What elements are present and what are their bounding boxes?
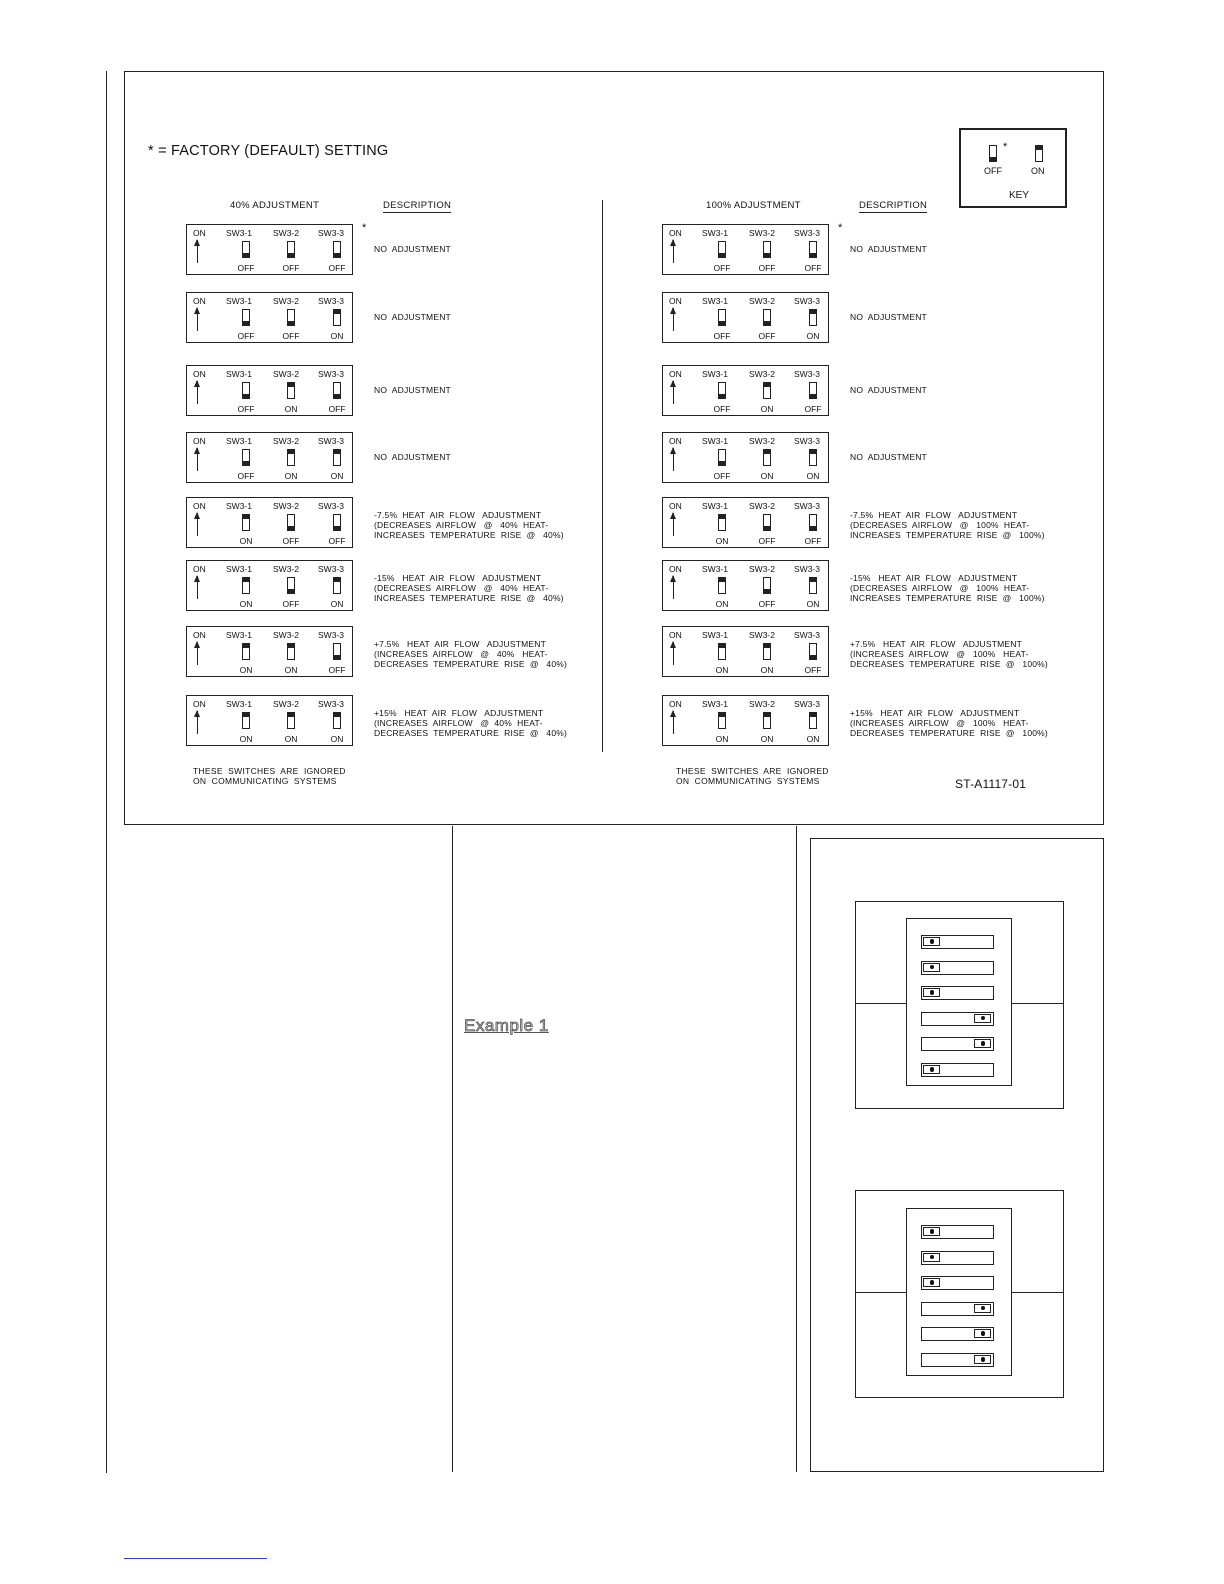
switch-row [662, 497, 829, 548]
switch-name-label: SW3-3 [794, 501, 820, 511]
on-direction-label: ON [193, 436, 206, 446]
switch-name-label: SW3-2 [273, 296, 299, 306]
dip-toggle-icon [333, 449, 341, 466]
footer-link-rule [124, 1558, 267, 1559]
switch-row [186, 560, 353, 611]
dip-switch-knob-icon [923, 937, 940, 946]
switch-name-label: SW3-2 [749, 228, 775, 238]
on-direction-label: ON [193, 369, 206, 379]
key-box [959, 128, 1067, 208]
dip-toggle-icon [763, 577, 771, 594]
switch-state-label: OFF [328, 404, 346, 414]
dip-toggle-icon [287, 449, 295, 466]
on-direction-label: ON [669, 699, 682, 709]
switch-name-label: SW3-1 [702, 369, 728, 379]
switch-name-label: SW3-3 [794, 369, 820, 379]
dip-switch-slot [921, 1302, 994, 1316]
dip-toggle-icon [333, 577, 341, 594]
switch-name-label: SW3-3 [794, 296, 820, 306]
row-description: +15% HEAT AIR FLOW ADJUSTMENT (INCREASES AIRFLOW @ 100% HEAT- DECREASES TEMPERATURE RISE @ 100%) [850, 708, 1048, 738]
up-arrow-icon [673, 240, 674, 263]
dip-toggle-icon [287, 514, 295, 531]
on-direction-label: ON [193, 228, 206, 238]
key-off-label: OFF [984, 166, 1002, 176]
switch-row [186, 626, 353, 677]
switch-name-label: SW3-2 [273, 501, 299, 511]
switch-state-label: OFF [237, 404, 255, 414]
switch-state-label: ON [239, 599, 253, 609]
dip-switch-knob-icon [974, 1039, 991, 1048]
panel-heading-0: 40% ADJUSTMENT [230, 200, 320, 211]
dip-toggle-icon [809, 514, 817, 531]
switch-name-label: SW3-1 [702, 630, 728, 640]
switch-state-label: ON [715, 665, 729, 675]
switch-row [662, 365, 829, 416]
dip-toggle-icon [763, 712, 771, 729]
up-arrow-icon [197, 711, 198, 734]
up-arrow-icon [673, 576, 674, 599]
factory-default-legend: * = FACTORY (DEFAULT) SETTING [148, 143, 389, 159]
switch-name-label: SW3-3 [318, 564, 344, 574]
dip-toggle-icon [763, 241, 771, 258]
up-arrow-icon [197, 513, 198, 536]
switch-state-label: OFF [282, 536, 300, 546]
dip-toggle-icon [333, 514, 341, 531]
switch-name-label: SW3-3 [318, 436, 344, 446]
switch-state-label: ON [760, 734, 774, 744]
dip-toggle-icon [333, 241, 341, 258]
on-direction-label: ON [669, 501, 682, 511]
example-1-label: Example 1 [464, 1016, 549, 1035]
switch-state-label: OFF [758, 331, 776, 341]
row-description: -15% HEAT AIR FLOW ADJUSTMENT (DECREASES AIRFLOW @ 100% HEAT- INCREASES TEMPERATURE RISE @ 100%) [850, 573, 1045, 603]
dip-toggle-icon [718, 514, 726, 531]
dip-toggle-icon [763, 309, 771, 326]
dip-switch-knob-icon [923, 1278, 940, 1287]
description-heading-0: DESCRIPTION [383, 200, 452, 211]
switch-state-label: OFF [758, 536, 776, 546]
switch-state-label: ON [806, 471, 820, 481]
dip-switch-slot [921, 961, 994, 975]
switch-name-label: SW3-3 [794, 630, 820, 640]
switch-state-label: ON [806, 734, 820, 744]
switch-row [662, 695, 829, 746]
dip-toggle-icon [718, 577, 726, 594]
row-description: +7.5% HEAT AIR FLOW ADJUSTMENT (INCREASES AIRFLOW @ 40% HEAT- DECREASES TEMPERATURE RISE @ 40%) [374, 639, 568, 669]
dip-toggle-icon [809, 309, 817, 326]
switch-state-label: ON [239, 536, 253, 546]
switch-state-label: OFF [237, 331, 255, 341]
switch-state-label: OFF [758, 263, 776, 273]
key-on-switch-icon [1035, 145, 1043, 162]
switch-name-label: SW3-1 [702, 501, 728, 511]
switch-name-label: SW3-1 [226, 369, 252, 379]
switch-name-label: SW3-3 [318, 630, 344, 640]
switch-state-label: ON [284, 404, 298, 414]
on-direction-label: ON [669, 630, 682, 640]
row-description: NO ADJUSTMENT [850, 452, 927, 462]
up-arrow-icon [673, 308, 674, 331]
switch-name-label: SW3-2 [273, 228, 299, 238]
default-marker: * [362, 222, 367, 234]
switch-state-label: OFF [713, 263, 731, 273]
dip-toggle-icon [763, 449, 771, 466]
communicating-systems-note: THESE SWITCHES ARE IGNORED ON COMMUNICATING SYSTEMS [193, 766, 346, 786]
switch-name-label: SW3-2 [749, 501, 775, 511]
switch-state-label: OFF [282, 263, 300, 273]
switch-name-label: SW3-2 [749, 296, 775, 306]
dip-switch-slot [921, 1012, 994, 1026]
switch-name-label: SW3-3 [318, 501, 344, 511]
dip-switch-knob-icon [923, 1065, 940, 1074]
switch-name-label: SW3-1 [226, 630, 252, 640]
on-direction-label: ON [669, 436, 682, 446]
dip-toggle-icon [809, 643, 817, 660]
switch-state-label: OFF [804, 536, 822, 546]
switch-state-label: ON [284, 734, 298, 744]
dip-switch-knob-icon [923, 1227, 940, 1236]
switch-name-label: SW3-1 [226, 228, 252, 238]
switch-state-label: OFF [804, 263, 822, 273]
row-description: NO ADJUSTMENT [850, 385, 927, 395]
switch-name-label: SW3-2 [273, 436, 299, 446]
dip-toggle-icon [287, 577, 295, 594]
row-description: NO ADJUSTMENT [850, 312, 927, 322]
switch-state-label: OFF [237, 263, 255, 273]
dip-toggle-icon [242, 577, 250, 594]
dip-toggle-icon [763, 382, 771, 399]
switch-state-label: ON [284, 471, 298, 481]
switch-name-label: SW3-2 [273, 699, 299, 709]
switch-name-label: SW3-3 [318, 296, 344, 306]
switch-name-label: SW3-1 [226, 564, 252, 574]
dip-switch-knob-icon [923, 963, 940, 972]
switch-state-label: ON [760, 404, 774, 414]
up-arrow-icon [197, 576, 198, 599]
switch-name-label: SW3-2 [749, 436, 775, 446]
switch-state-label: ON [330, 599, 344, 609]
switch-name-label: SW3-2 [273, 369, 299, 379]
switch-state-label: OFF [713, 331, 731, 341]
dip-toggle-icon [718, 449, 726, 466]
on-direction-label: ON [193, 630, 206, 640]
dip-switch-slot [921, 1037, 994, 1051]
switch-state-label: ON [806, 599, 820, 609]
switch-name-label: SW3-1 [702, 228, 728, 238]
row-description: NO ADJUSTMENT [850, 244, 927, 254]
dip-toggle-icon [242, 241, 250, 258]
switch-name-label: SW3-2 [273, 630, 299, 640]
row-description: NO ADJUSTMENT [374, 244, 451, 254]
dip-toggle-icon [242, 643, 250, 660]
switch-name-label: SW3-2 [749, 699, 775, 709]
row-description: NO ADJUSTMENT [374, 452, 451, 462]
dip-toggle-icon [242, 712, 250, 729]
switch-name-label: SW3-1 [702, 699, 728, 709]
up-arrow-icon [673, 513, 674, 536]
dip-toggle-icon [763, 643, 771, 660]
row-description: +7.5% HEAT AIR FLOW ADJUSTMENT (INCREASES AIRFLOW @ 100% HEAT- DECREASES TEMPERATURE RISE @ 100%) [850, 639, 1048, 669]
switch-state-label: OFF [713, 471, 731, 481]
dip-switch-knob-icon [974, 1304, 991, 1313]
dip-housing-split-left [856, 1003, 908, 1004]
on-direction-label: ON [193, 296, 206, 306]
dip-switch-slot [921, 1251, 994, 1265]
dip-switch-slot [921, 1225, 994, 1239]
switch-state-label: ON [239, 734, 253, 744]
switch-name-label: SW3-2 [749, 369, 775, 379]
switch-name-label: SW3-1 [226, 436, 252, 446]
dip-toggle-icon [809, 712, 817, 729]
switch-row [186, 292, 353, 343]
switch-state-label: OFF [804, 665, 822, 675]
switch-row [186, 497, 353, 548]
on-direction-label: ON [669, 296, 682, 306]
dip-housing-split-right [1012, 1003, 1063, 1004]
dip-switch-slot [921, 1353, 994, 1367]
dip-toggle-icon [287, 241, 295, 258]
switch-state-label: OFF [282, 599, 300, 609]
switch-state-label: OFF [328, 536, 346, 546]
switch-name-label: SW3-1 [226, 699, 252, 709]
switch-name-label: SW3-2 [273, 564, 299, 574]
row-description: -7.5% HEAT AIR FLOW ADJUSTMENT (DECREASES AIRFLOW @ 100% HEAT- INCREASES TEMPERATURE RISE @ 100%) [850, 510, 1045, 540]
dip-housing-split-right [1012, 1292, 1063, 1293]
switch-state-label: OFF [328, 665, 346, 675]
description-heading-1: DESCRIPTION [859, 200, 928, 211]
dip-switch-slot [921, 986, 994, 1000]
switch-state-label: ON [330, 471, 344, 481]
switch-state-label: ON [715, 734, 729, 744]
switch-state-label: OFF [328, 263, 346, 273]
diagram-reference-id: ST-A1117-01 [955, 777, 1027, 791]
switch-name-label: SW3-1 [702, 296, 728, 306]
up-arrow-icon [197, 448, 198, 471]
dip-toggle-icon [718, 309, 726, 326]
switch-row [186, 695, 353, 746]
switch-name-label: SW3-2 [749, 564, 775, 574]
dip-toggle-icon [718, 643, 726, 660]
panel-heading-1: 100% ADJUSTMENT [706, 200, 801, 211]
dip-toggle-icon [242, 309, 250, 326]
dip-toggle-icon [718, 712, 726, 729]
dip-switch-slot [921, 1327, 994, 1341]
on-direction-label: ON [193, 699, 206, 709]
dip-toggle-icon [287, 309, 295, 326]
dip-toggle-icon [809, 577, 817, 594]
dip-switch-knob-icon [974, 1329, 991, 1338]
dip-toggle-icon [809, 241, 817, 258]
dip-switch-slot [921, 1276, 994, 1290]
dip-switch-slot [921, 935, 994, 949]
up-arrow-icon [197, 642, 198, 665]
column-divider-2 [796, 826, 797, 1472]
key-off-switch-icon [989, 145, 997, 162]
switch-state-label: ON [284, 665, 298, 675]
switch-state-label: OFF [804, 404, 822, 414]
up-arrow-icon [673, 711, 674, 734]
default-marker: * [838, 222, 843, 234]
switch-state-label: OFF [758, 599, 776, 609]
on-direction-label: ON [193, 564, 206, 574]
dip-switch-knob-icon [974, 1014, 991, 1023]
switch-name-label: SW3-1 [226, 296, 252, 306]
on-direction-label: ON [669, 564, 682, 574]
switch-row [186, 365, 353, 416]
key-on-label: ON [1031, 166, 1045, 176]
dip-switch-bank [906, 1208, 1012, 1376]
dip-toggle-icon [242, 449, 250, 466]
dip-toggle-icon [809, 382, 817, 399]
dip-switch-slot [921, 1063, 994, 1077]
switch-name-label: SW3-1 [702, 436, 728, 446]
dip-housing-split-left [856, 1292, 908, 1293]
switch-row [662, 560, 829, 611]
switch-state-label: OFF [237, 471, 255, 481]
switch-name-label: SW3-2 [749, 630, 775, 640]
switch-state-label: ON [760, 665, 774, 675]
switch-name-label: SW3-3 [794, 564, 820, 574]
switch-name-label: SW3-3 [794, 228, 820, 238]
on-direction-label: ON [669, 369, 682, 379]
key-star: * [1003, 141, 1008, 153]
communicating-systems-note: THESE SWITCHES ARE IGNORED ON COMMUNICATING SYSTEMS [676, 766, 829, 786]
switch-state-label: OFF [713, 404, 731, 414]
dip-toggle-icon [809, 449, 817, 466]
row-description: NO ADJUSTMENT [374, 385, 451, 395]
dip-toggle-icon [333, 643, 341, 660]
switch-row [662, 432, 829, 483]
dip-toggle-icon [718, 382, 726, 399]
key-title: KEY [1009, 190, 1030, 201]
column-divider-1 [452, 826, 453, 1472]
up-arrow-icon [197, 240, 198, 263]
switch-name-label: SW3-1 [226, 501, 252, 511]
switch-row [662, 224, 829, 275]
up-arrow-icon [673, 381, 674, 404]
switch-row [662, 626, 829, 677]
dip-toggle-icon [718, 241, 726, 258]
dip-switch-knob-icon [974, 1355, 991, 1364]
dip-toggle-icon [333, 712, 341, 729]
switch-row [186, 432, 353, 483]
switch-row [662, 292, 829, 343]
dip-toggle-icon [287, 382, 295, 399]
row-description: NO ADJUSTMENT [374, 312, 451, 322]
page-left-rule [106, 71, 107, 1473]
dip-toggle-icon [242, 514, 250, 531]
diagram-center-divider [602, 200, 603, 752]
switch-state-label: ON [806, 331, 820, 341]
switch-state-label: ON [239, 665, 253, 675]
dip-toggle-icon [763, 514, 771, 531]
up-arrow-icon [673, 642, 674, 665]
switch-state-label: ON [715, 599, 729, 609]
switch-state-label: ON [715, 536, 729, 546]
switch-state-label: ON [760, 471, 774, 481]
dip-toggle-icon [287, 712, 295, 729]
row-description: -7.5% HEAT AIR FLOW ADJUSTMENT (DECREASES AIRFLOW @ 40% HEAT- INCREASES TEMPERATURE RISE @ 40%) [374, 510, 564, 540]
switch-state-label: OFF [282, 331, 300, 341]
on-direction-label: ON [193, 501, 206, 511]
switch-name-label: SW3-1 [702, 564, 728, 574]
switch-name-label: SW3-3 [318, 369, 344, 379]
switch-state-label: ON [330, 734, 344, 744]
up-arrow-icon [197, 308, 198, 331]
switch-state-label: ON [330, 331, 344, 341]
dip-switch-knob-icon [923, 1253, 940, 1262]
row-description: +15% HEAT AIR FLOW ADJUSTMENT (INCREASES AIRFLOW @ 40% HEAT- DECREASES TEMPERATURE RISE @ 40%) [374, 708, 568, 738]
up-arrow-icon [673, 448, 674, 471]
switch-name-label: SW3-3 [794, 436, 820, 446]
dip-toggle-icon [333, 382, 341, 399]
dip-toggle-icon [287, 643, 295, 660]
on-direction-label: ON [669, 228, 682, 238]
dip-toggle-icon [333, 309, 341, 326]
row-description: -15% HEAT AIR FLOW ADJUSTMENT (DECREASES AIRFLOW @ 40% HEAT- INCREASES TEMPERATURE RISE @ 40%) [374, 573, 564, 603]
dip-toggle-icon [242, 382, 250, 399]
switch-name-label: SW3-3 [318, 699, 344, 709]
dip-switch-knob-icon [923, 988, 940, 997]
switch-row [186, 224, 353, 275]
dip-switch-bank [906, 918, 1012, 1086]
switch-name-label: SW3-3 [318, 228, 344, 238]
up-arrow-icon [197, 381, 198, 404]
switch-name-label: SW3-3 [794, 699, 820, 709]
